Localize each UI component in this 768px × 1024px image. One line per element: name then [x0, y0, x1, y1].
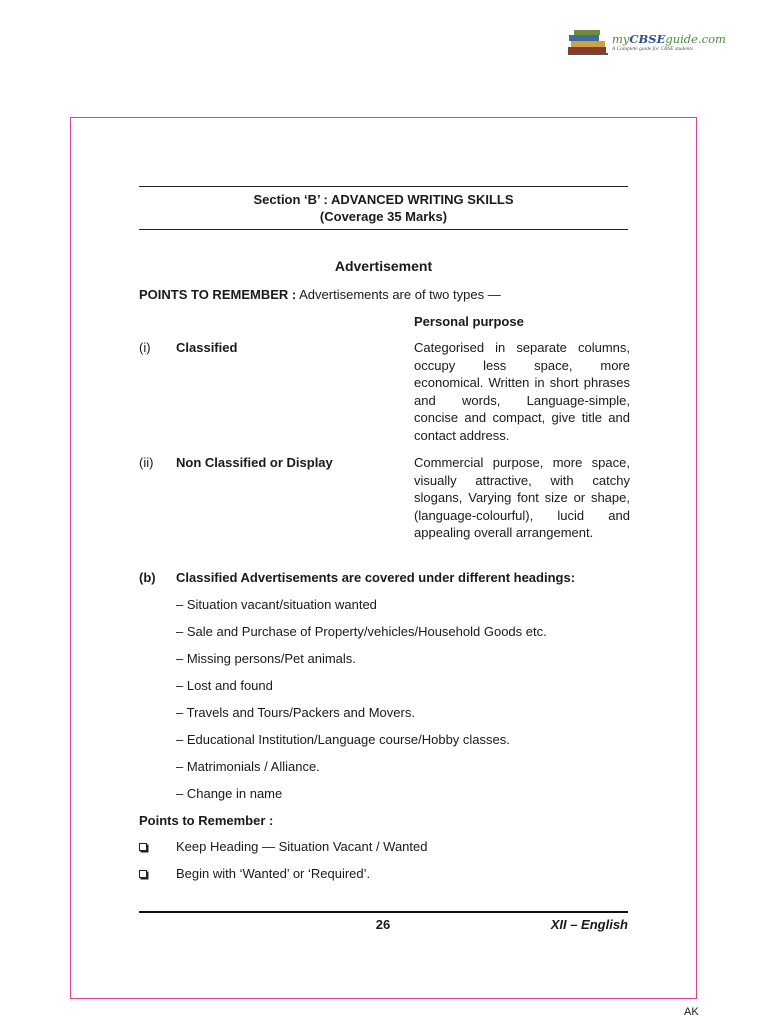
list-item: – Travels and Tours/Packers and Movers.: [176, 705, 415, 720]
logo-tagline: A Complete guide for CBSE students: [612, 46, 694, 52]
list-item: – Matrimonials / Alliance.: [176, 759, 320, 774]
page-number: 26: [375, 917, 391, 932]
checkbox-bullet-icon: [139, 870, 147, 878]
books-icon: [566, 27, 610, 59]
list-item: – Sale and Purchase of Property/vehicles/Household Goods etc.: [176, 624, 547, 639]
footer-subject: XII – English: [550, 917, 628, 932]
logo-name: myCBSEguide.com: [612, 31, 726, 46]
points-intro: [139, 286, 501, 304]
list-item: – Situation vacant/situation wanted: [176, 597, 377, 612]
types-column-header: Personal purpose: [414, 314, 524, 329]
page-heading: Advertisement: [334, 258, 433, 274]
remember-title: Points to Remember :: [139, 813, 274, 828]
type-description: Commercial purpose, more space, visually attractive, with catchy slogans, Varying font size or shape, (language-colourful), lucid and appealing overall arrangement.: [414, 455, 630, 540]
section-coverage: (Coverage 35 Marks): [319, 209, 448, 224]
points-intro-label: POINTS TO REMEMBER :: [139, 287, 297, 302]
header-top-rule: [139, 186, 628, 187]
list-item: – Change in name: [176, 786, 283, 801]
part-b-number: (b): [139, 570, 156, 585]
remember-item: Keep Heading — Situation Vacant / Wanted: [176, 839, 428, 854]
page-frame: [70, 117, 697, 999]
list-item: – Educational Institution/Language course/Hobby classes.: [176, 732, 510, 747]
checkbox-bullet-icon: [139, 843, 147, 851]
header-bottom-rule: [139, 229, 628, 230]
list-item: – Missing persons/Pet animals.: [176, 651, 356, 666]
points-intro-text: Advertisements are of two types —: [299, 287, 501, 302]
type-number: (i): [139, 340, 151, 355]
corner-mark: AK: [684, 1006, 699, 1018]
remember-item: Begin with ‘Wanted’ or ‘Required’.: [176, 866, 371, 881]
type-description: Categorised in separate columns, occupy less space, more economical. Written in short phrases and words, Language-simple, concise and compact, give title and contact address.: [414, 340, 630, 443]
type-name: Classified: [176, 340, 238, 355]
type-number: (ii): [139, 455, 154, 470]
type-name: Non Classified or Display: [176, 455, 333, 470]
footer-rule: [139, 911, 628, 913]
mycbseguide-logo: [566, 26, 726, 60]
section-title: Section ‘B’ : ADVANCED WRITING SKILLS: [253, 192, 514, 207]
part-b-text: Classified Advertisements are covered under different headings:: [176, 570, 576, 585]
list-item: – Lost and found: [176, 678, 273, 693]
